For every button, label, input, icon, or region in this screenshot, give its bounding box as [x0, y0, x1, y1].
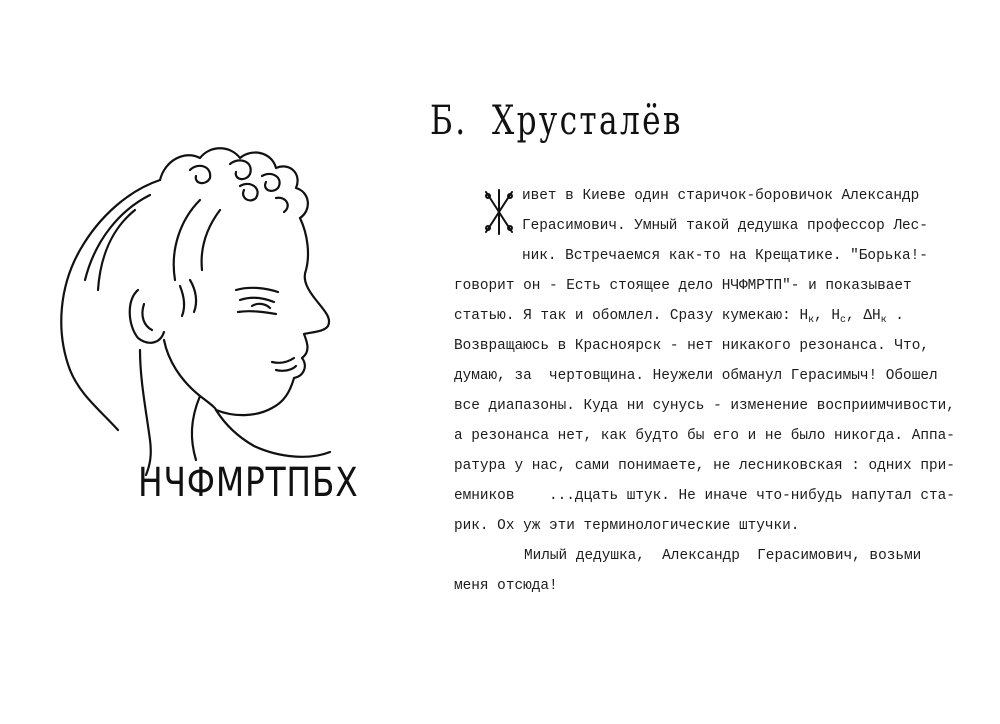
text-line: Герасимович. Умный такой дедушка профессор Лес-	[522, 218, 928, 234]
text-line: ивет в Киеве один старичок-боровичок Александр	[522, 188, 920, 204]
text-line: ратура у нас, сами понимаете, не лесниковская : одних при-	[454, 458, 955, 474]
text-line: меня отсюда!	[454, 578, 558, 594]
text-line: статью. Я так и обомлел. Сразу кумекаю:	[454, 308, 800, 324]
text-line: рик. Ох уж эти терминологические штучки.	[454, 518, 800, 534]
text-line: емников ...дцать штук. Не иначе что-нибудь напутал ста-	[454, 488, 955, 504]
formula-delta-h-k: $\Delta H_к$	[863, 308, 887, 326]
text-line: ник. Встречаемся как-то на Крещатике. "Борька!-	[522, 248, 928, 264]
text-line: говорит он - Есть стоящее дело НЧФМРТП"- и показывает	[454, 278, 912, 294]
dropcap-zh-icon	[482, 188, 516, 236]
text-line: Милый дедушка, Александр Герасимович, возьми	[524, 548, 922, 564]
text-line: Возвращаюсь в Красноярск - нет никакого резонанса. Что,	[454, 338, 929, 354]
text-line: а резонанса нет, как будто бы его и не было никогда. Аппа-	[454, 428, 955, 444]
text-line: все диапазоны. Куда ни сунусь - изменение восприимчивости,	[454, 398, 955, 414]
formula-h-k: $H_к$	[799, 308, 815, 326]
formula-h-c: $H_с$	[831, 308, 847, 326]
text-line: думаю, за чертовщина. Неужели обманул Герасимыч! Обошел	[454, 368, 938, 384]
page-title: Б. Хрусталёв	[430, 98, 683, 144]
text-line-formula: статью. Я так и обомлел. Сразу кумекаю: $H_к$, $H_с$, $\Delta H_к$ .	[454, 308, 904, 326]
portrait-caption: НЧФМРТПБХ	[138, 460, 359, 506]
